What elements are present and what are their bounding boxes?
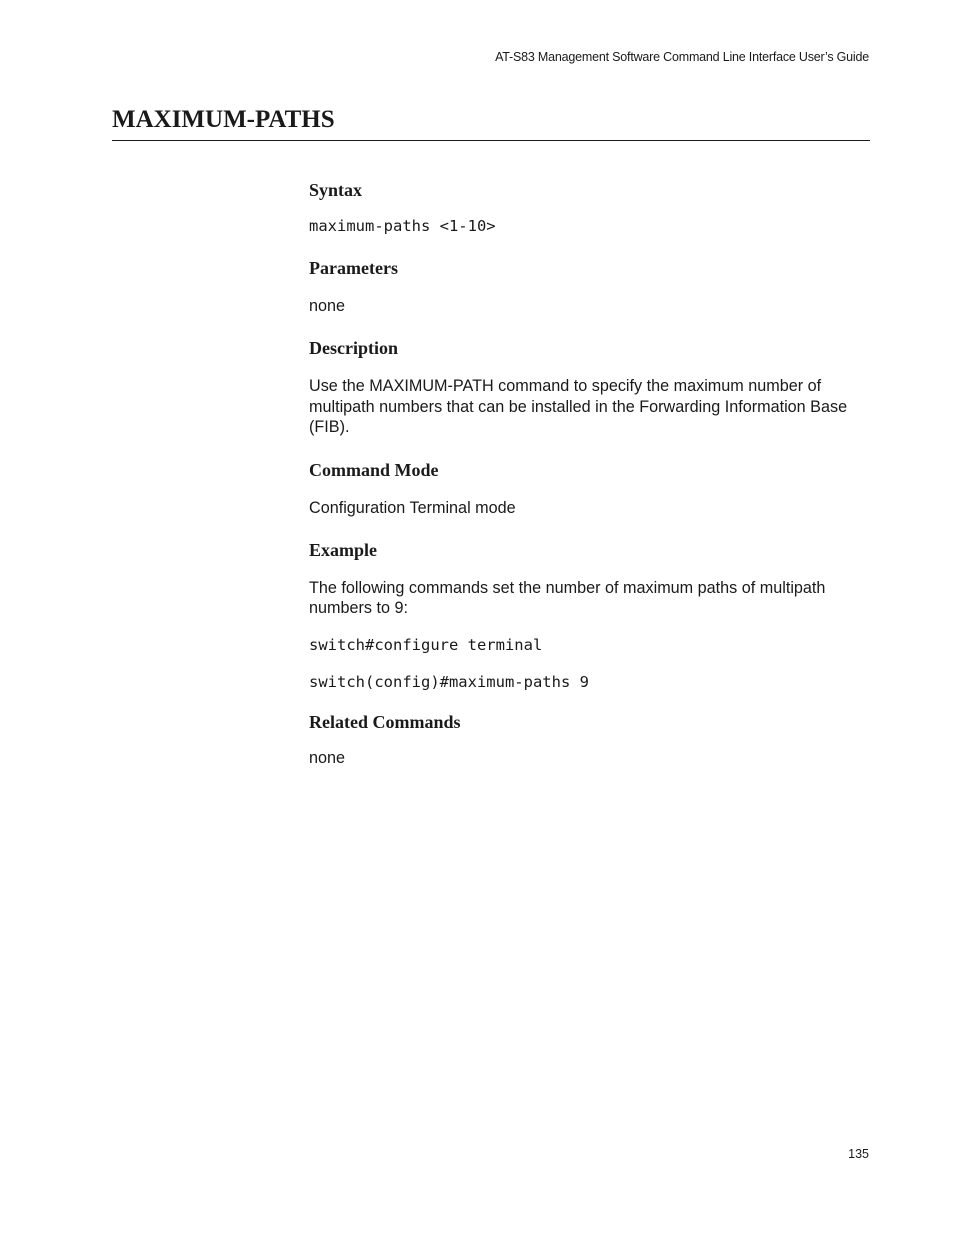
related-commands-heading: Related Commands [309,711,461,732]
example-code-line: switch#configure terminal [309,635,543,654]
related-commands-text: none [309,748,346,767]
page-number: 135 [848,1147,869,1161]
command-mode-heading: Command Mode [309,459,439,480]
description-heading: Description [309,338,398,359]
page-title: MAXIMUM-PATHS [112,106,335,133]
command-mode-text: Configuration Terminal mode [309,498,516,517]
example-text: The following commands set the number of maximum paths of multipath numbers to 9: [309,579,826,618]
syntax-heading: Syntax [309,180,363,200]
running-header: AT-S83 Management Software Command Line Interface User’s Guide [495,50,869,64]
parameters-heading: Parameters [309,258,398,278]
syntax-code: maximum-paths <1-10> [309,217,496,235]
example-heading: Example [309,540,378,561]
description-text: Use the MAXIMUM-PATH command to specify the maximum number of multipath numbers that can be installed in the Forwarding Information Base (FIB). [309,377,848,437]
title-rule [112,140,870,141]
parameters-text: none [309,297,346,315]
command-content [309,178,869,768]
example-code-line: switch(config)#maximum-paths 9 [309,672,589,691]
